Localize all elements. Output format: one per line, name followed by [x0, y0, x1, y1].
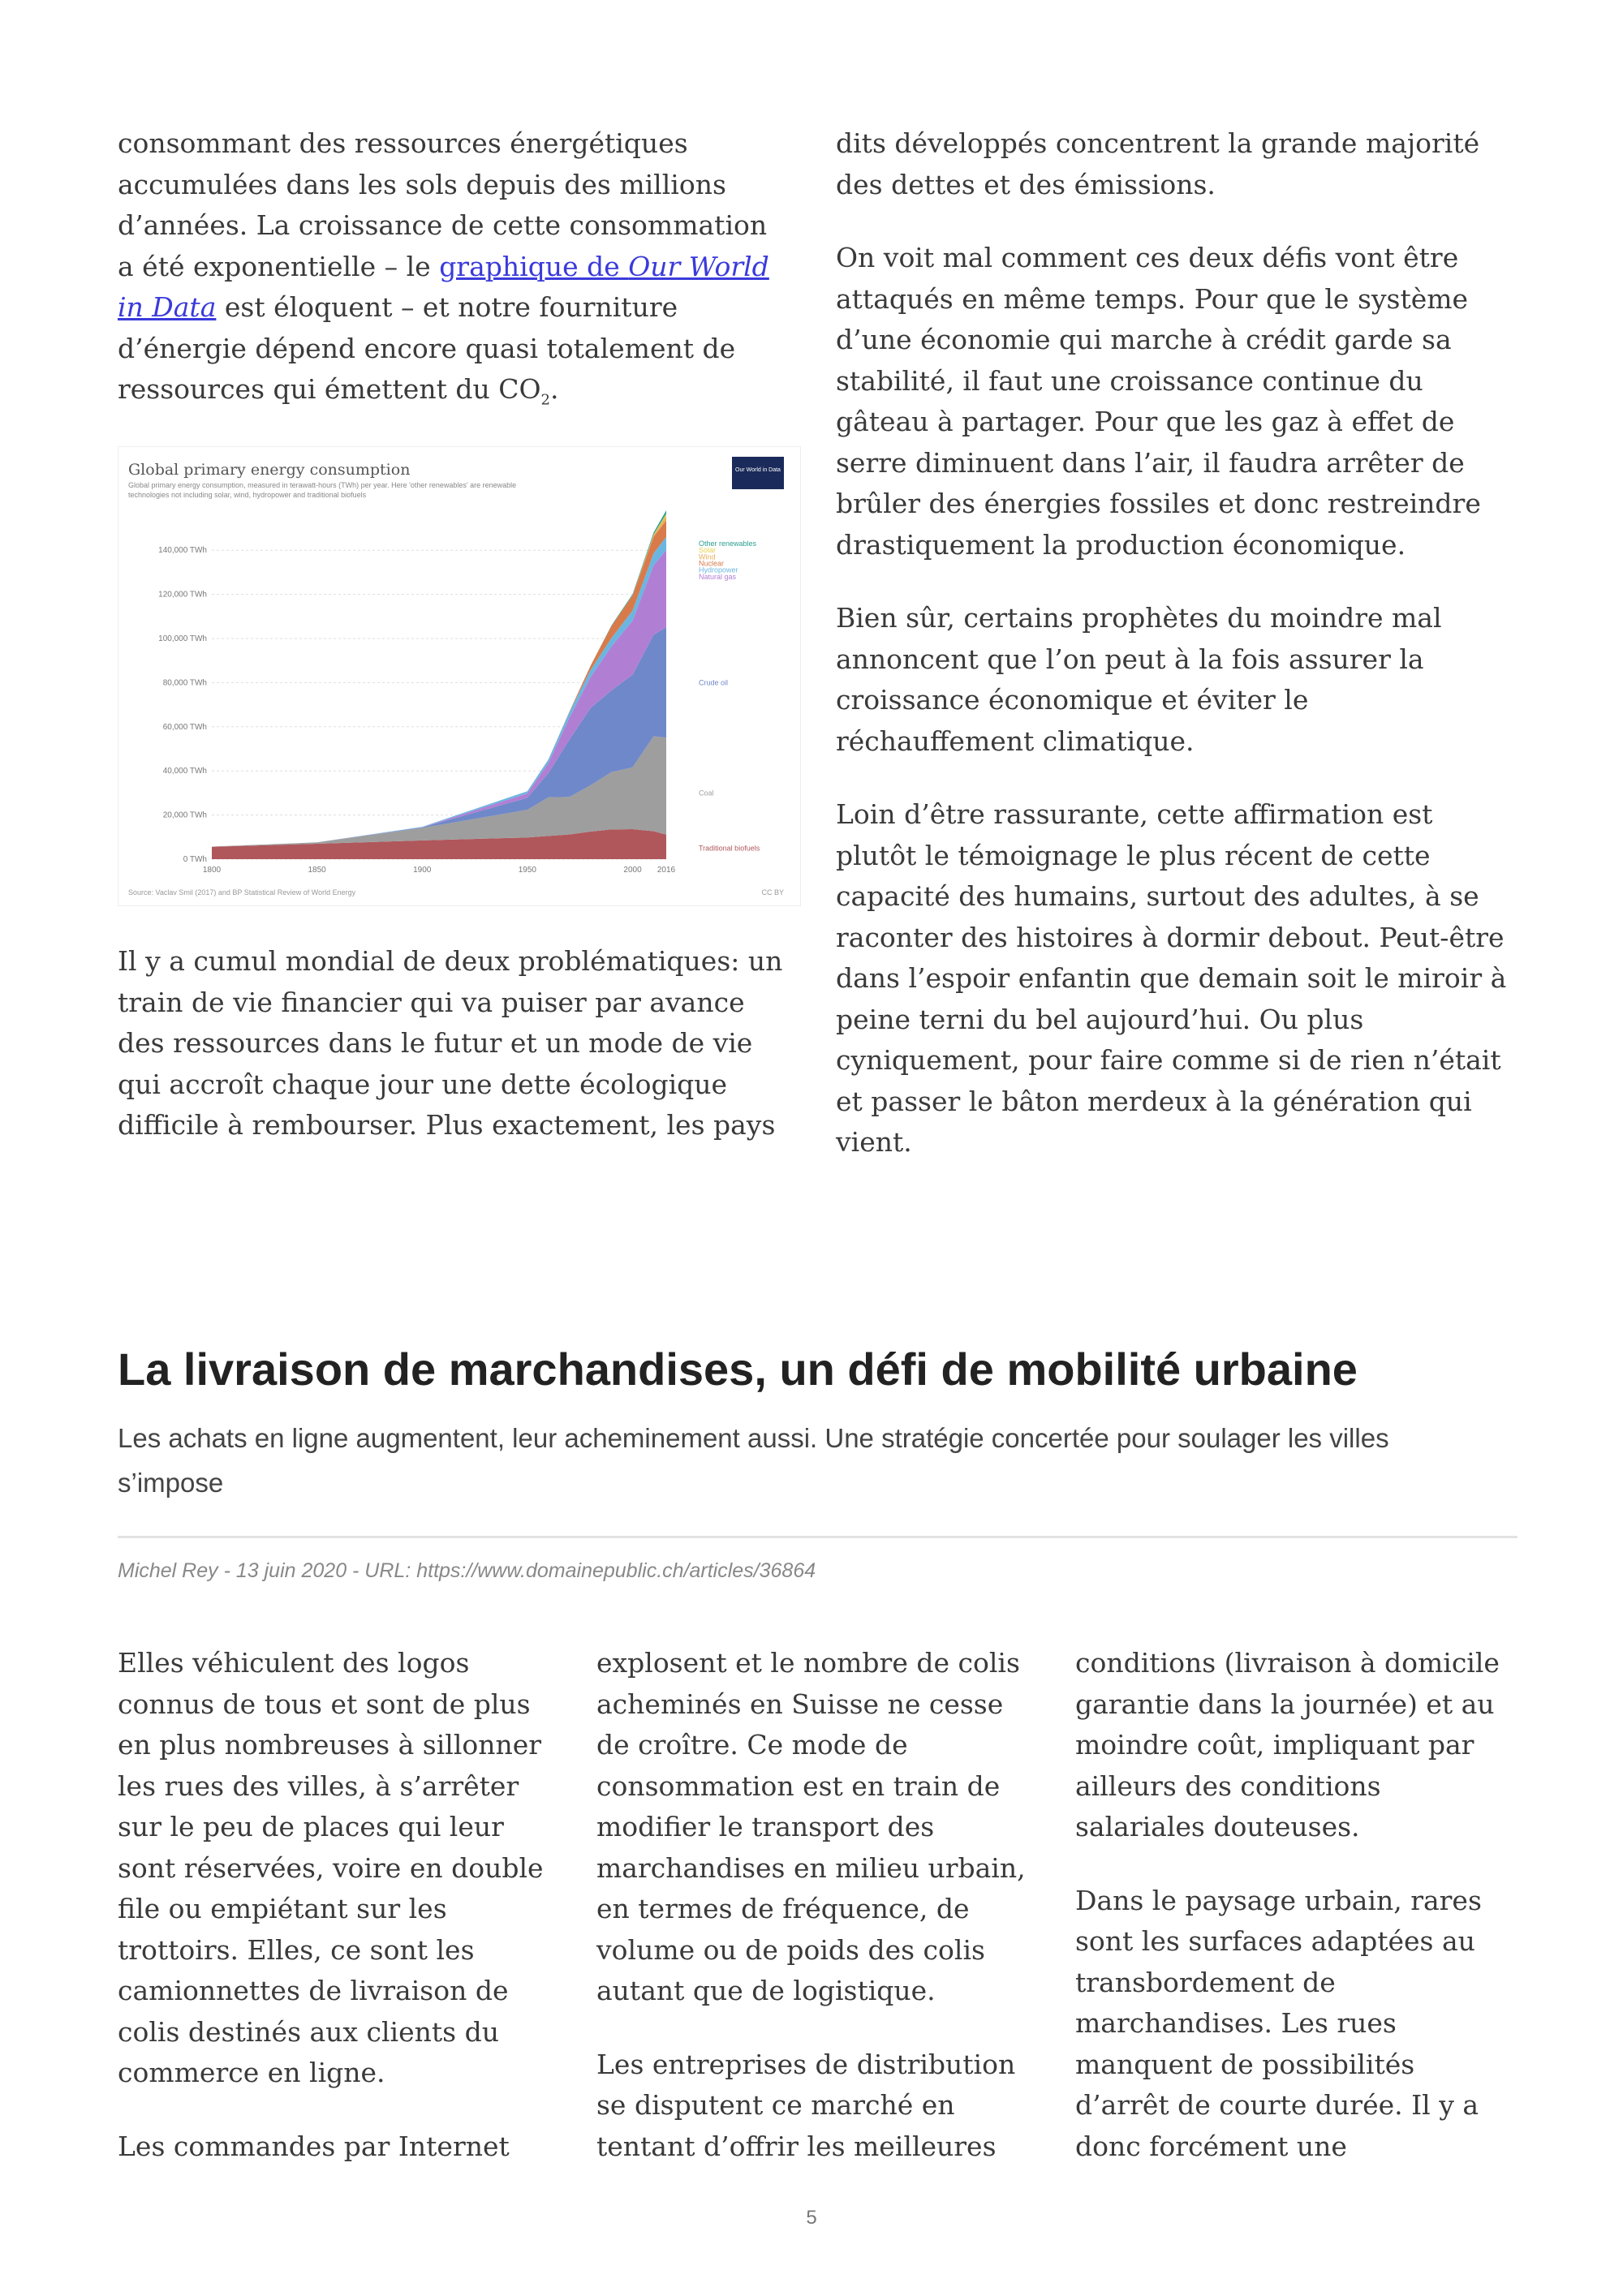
chart-y-ticks — [158, 546, 207, 864]
text-line: Bien sûr, certains prophètes du moindre mal — [836, 602, 1442, 634]
paragraph — [596, 1643, 1051, 2012]
text-line: sur le peu de places qui leur — [118, 1811, 504, 1842]
text-line: acheminés en Suisse ne cesse — [596, 1688, 1004, 1720]
energy-chart — [118, 447, 800, 905]
x-tick-label: 2016 — [657, 866, 676, 875]
text-line: marchandises en milieu urbain, — [596, 1851, 1026, 1884]
text-line: train de vie financier qui va puiser par avance — [118, 986, 745, 1018]
text-line: Les commandes par Internet — [118, 2130, 510, 2162]
text-line: On voit mal comment ces deux défis vont être — [836, 242, 1459, 273]
text-line: en termes de fréquence, de — [596, 1893, 970, 1924]
text-line: sont réservées, voire en double — [118, 1851, 544, 1884]
legend-label: Natural gas — [699, 572, 737, 581]
article-subheading — [118, 1416, 1530, 1505]
text-line: camionnettes de livraison de — [118, 1975, 509, 2006]
text-line: attaqués en même temps. Pour que le système — [836, 282, 1469, 315]
text-line — [118, 247, 799, 288]
text-line: des dettes et des émissions. — [836, 168, 1216, 200]
text-line: d’années. La croissance de cette consommation — [118, 209, 768, 241]
text-line: raconter des histoires à dormir debout. Peut-être — [836, 921, 1505, 953]
article-headline: La livraison de marchandises, un défi de mobilité urbaine — [118, 1344, 1358, 1395]
text-line: salariales douteuses. — [1075, 1811, 1360, 1842]
text-line: manquent de possibilités — [1075, 2048, 1415, 2080]
text-line: modifier le transport des — [596, 1811, 935, 1842]
text-line: donc forcément une — [1075, 2130, 1347, 2162]
paragraph — [118, 123, 799, 421]
text-fragment: . — [549, 373, 559, 405]
text-line: se disputent ce marché en — [596, 2089, 955, 2121]
legend-label: Coal — [699, 789, 714, 798]
y-tick-label: 120,000 TWh — [158, 590, 207, 600]
chart-title: Global primary energy consumption — [128, 461, 411, 479]
article2-column-1 — [118, 1643, 572, 2199]
chart-subtitle: Global primary energy consumption, measured in terawatt-hours (TWh) per year. Here 'other renewables' are renewable — [128, 481, 517, 489]
legend-label: Solar — [699, 546, 717, 555]
text-line: peine terni du bel aujourd’hui. Ou plus — [836, 1003, 1364, 1035]
text-fragment: a été exponentielle – le — [118, 250, 440, 282]
y-tick-label: 40,000 TWh — [162, 767, 207, 776]
paragraph — [118, 2126, 572, 2168]
text-line: gâteau à partager. Pour que les gaz à effet de — [836, 406, 1455, 437]
owid-logo-text: Our World in Data — [735, 467, 781, 473]
text-line: vient. — [836, 1126, 912, 1158]
text-line: Les achats en ligne augmentent, leur acheminement aussi. Une stratégie concertée pour soulager les villes — [118, 1423, 1389, 1453]
text-line: garantie dans la journée) et au — [1075, 1688, 1495, 1720]
text-line: dits développés concentrent la grande majorité — [836, 127, 1480, 159]
text-line: plutôt le témoignage le plus récent de cette — [836, 839, 1431, 871]
text-line: trottoirs. Elles, ce sont les — [118, 1933, 475, 1966]
text-line: Elles véhiculent des logos — [118, 1647, 470, 1679]
legend-label: Crude oil — [699, 678, 729, 687]
y-tick-label: 80,000 TWh — [162, 678, 207, 688]
x-tick-label: 2000 — [623, 866, 642, 875]
paragraph — [836, 123, 1518, 205]
text-line: de croître. Ce mode de — [596, 1729, 908, 1761]
paragraph — [118, 941, 799, 1146]
page-number: 5 — [806, 2207, 817, 2229]
legend-label: Traditional biofuels — [699, 844, 760, 853]
owid-graph-link[interactable] — [439, 251, 769, 282]
article-byline: Michel Rey - 13 juin 2020 - URL: https://www.domainepublic.ch/articles/36864 — [118, 1559, 816, 1582]
paragraph — [1075, 1881, 1530, 2168]
text-line: qui accroît chaque jour une dette écologique — [118, 1068, 728, 1100]
text-line: explosent et le nombre de colis — [596, 1647, 1020, 1679]
text-line: en plus nombreuses à sillonner — [118, 1729, 542, 1761]
text-line: difficile à rembourser. Plus exactement, les pays — [118, 1109, 776, 1141]
text-line — [118, 369, 799, 421]
owid-logo — [732, 457, 784, 489]
article2-column-2 — [596, 1643, 1051, 2199]
link-text-italic: in Data — [118, 291, 217, 323]
paragraph — [596, 2044, 1051, 2168]
x-tick-label: 1950 — [518, 866, 537, 875]
text-line: file ou empiétant sur les — [118, 1893, 447, 1924]
text-line: serre diminuent dans l’air, il faudra arrêter de — [836, 446, 1465, 479]
article2-column-3 — [1075, 1643, 1530, 2199]
y-tick-label: 100,000 TWh — [158, 634, 207, 643]
text-line: stabilité, il faut une croissance continue du — [836, 364, 1423, 397]
text-line: transbordement de — [1075, 1966, 1336, 1998]
text-line: les rues des villes, à s’arrêter — [118, 1769, 519, 1802]
text-line — [118, 287, 799, 329]
text-line: cyniquement, pour faire comme si de rien n’était — [836, 1044, 1501, 1076]
text-line: autant que de logistique. — [596, 1975, 936, 2006]
article1-left-column — [118, 123, 799, 454]
text-line: commerce en ligne. — [118, 2057, 385, 2088]
text-line: marchandises. Les rues — [1075, 2007, 1397, 2039]
paragraph — [118, 1643, 572, 2094]
y-tick-label: 0 TWh — [183, 855, 207, 864]
text-line: accumulées dans les sols depuis des millions — [118, 168, 726, 200]
chart-license: CC BY — [761, 888, 784, 896]
text-line: capacité des humains, surtout des adultes, à se — [836, 880, 1479, 912]
text-line: volume ou de poids des colis — [596, 1933, 985, 1966]
subscript: 2 — [540, 391, 550, 409]
paragraph — [836, 794, 1518, 1163]
text-line: d’une économie qui marche à crédit garde sa — [836, 324, 1452, 355]
x-tick-label: 1900 — [413, 866, 432, 875]
text-line: Loin d’être rassurante, cette affirmation est — [836, 798, 1433, 830]
text-line: réchauffement climatique. — [836, 724, 1195, 757]
chart-subtitle: technologies not including solar, wind, hydropower and traditional biofuels — [128, 491, 367, 499]
text-line: connus de tous et sont de plus — [118, 1688, 531, 1720]
link-text-italic: Our World — [628, 250, 769, 282]
paragraph — [836, 598, 1518, 762]
text-line: Il y a cumul mondial de deux problématiques: un — [118, 945, 783, 977]
text-fragment: ressources qui émettent du CO — [118, 373, 541, 405]
text-line: des ressources dans le futur et un mode de vie — [118, 1027, 753, 1059]
text-line: ailleurs des conditions — [1075, 1769, 1381, 1802]
text-line: dans l’espoir enfantin que demain soit le miroir à — [836, 962, 1507, 994]
text-line: et passer le bâton merdeux à la génération qui — [836, 1085, 1472, 1117]
paragraph — [1075, 1643, 1530, 1848]
legend-label: Hydropower — [699, 565, 738, 574]
text-line: croissance économique et éviter le — [836, 684, 1309, 716]
text-fragment: est éloquent – et notre fourniture — [216, 291, 678, 323]
text-line: colis destinés aux clients du — [118, 2015, 499, 2048]
header-divider — [118, 1536, 1518, 1538]
text-line: d’arrêt de courte durée. Il y a — [1075, 2089, 1479, 2121]
paragraph — [836, 238, 1518, 565]
link-text: graphique de — [439, 250, 629, 282]
legend-label: Wind — [699, 553, 716, 561]
text-line: brûler des énergies fossiles et donc restreindre — [836, 488, 1481, 519]
text-line: drastiquement la production économique. — [836, 528, 1406, 561]
chart-legend — [699, 540, 760, 852]
x-tick-label: 1850 — [308, 866, 326, 875]
owid-graph-link-cont[interactable] — [118, 291, 216, 323]
x-tick-label: 1800 — [202, 866, 222, 875]
text-line: Dans le paysage urbain, rares — [1075, 1884, 1482, 1916]
text-line: Les entreprises de distribution — [596, 2048, 1016, 2080]
legend-label: Other renewables — [699, 540, 757, 548]
text-line: conditions (livraison à domicile — [1075, 1647, 1500, 1679]
y-tick-label: 20,000 TWh — [162, 810, 207, 820]
article1-left-column-bottom — [118, 941, 799, 1179]
text-line: moindre coût, impliquant par — [1075, 1729, 1474, 1761]
y-tick-label: 60,000 TWh — [162, 722, 207, 732]
chart-x-ticks — [203, 866, 676, 875]
energy-chart-figure — [118, 446, 801, 906]
article1-right-column — [836, 123, 1518, 1196]
chart-source: Source: Vaclav Smil (2017) and BP Statistical Review of World Energy — [128, 888, 356, 896]
text-line: consommant des ressources énergétiques — [118, 127, 688, 159]
chart-areas — [212, 510, 666, 859]
text-line: d’énergie dépend encore quasi totalement de — [118, 332, 736, 364]
y-tick-label: 140,000 TWh — [158, 546, 207, 556]
legend-label: Nuclear — [699, 559, 725, 568]
text-line: sont les surfaces adaptées au — [1075, 1925, 1475, 1957]
text-line: annoncent que l’on peut à la fois assurer la — [836, 643, 1424, 675]
text-line: consommation est en train de — [596, 1769, 1001, 1802]
text-line: tentant d’offrir les meilleures — [596, 2130, 997, 2162]
text-line: s’impose — [118, 1468, 224, 1498]
